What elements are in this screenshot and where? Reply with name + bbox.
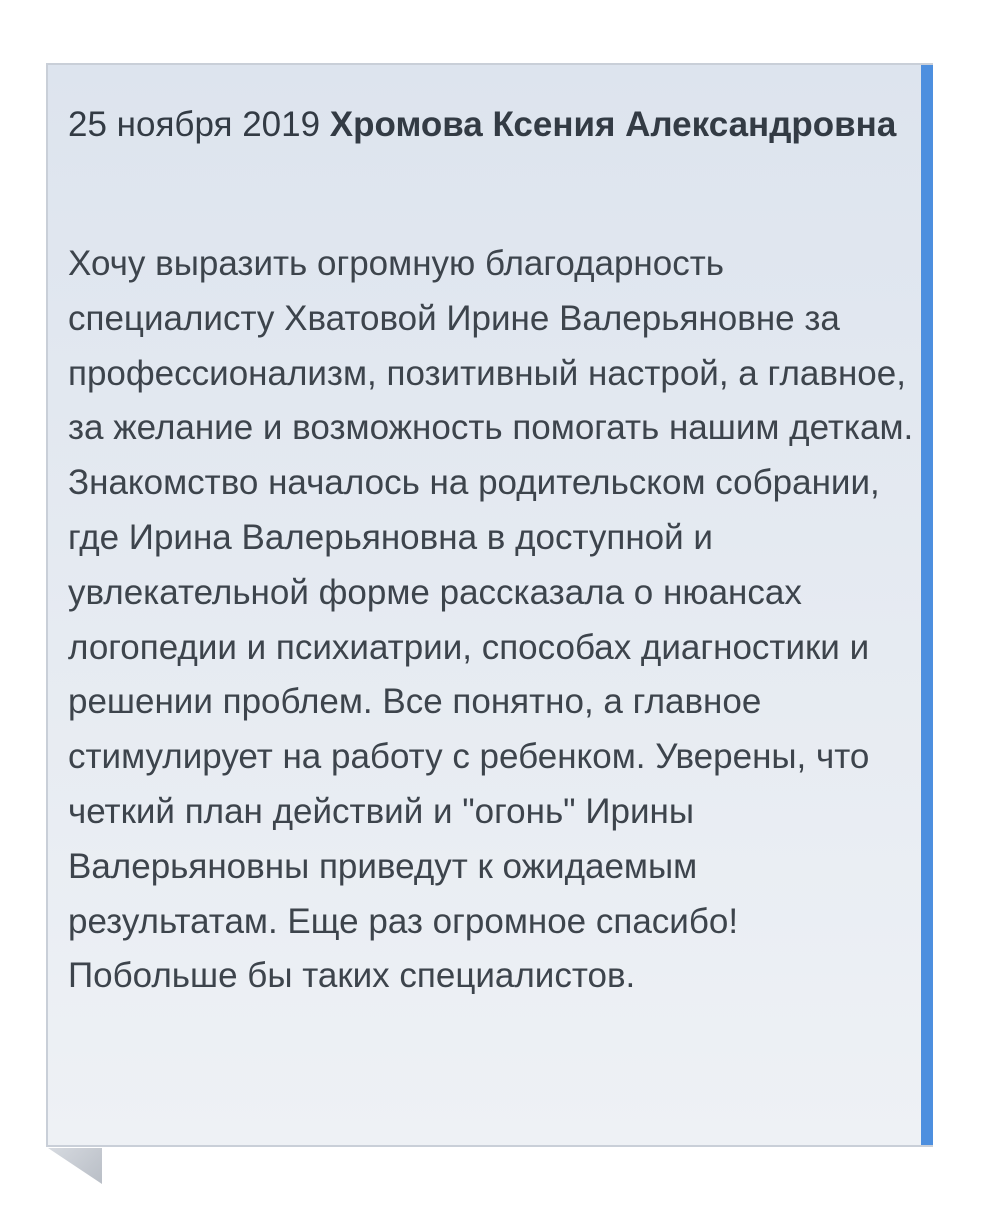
speech-bubble-tail [48, 1148, 102, 1184]
review-card [46, 63, 933, 1147]
review-header [68, 97, 908, 152]
accent-bar [921, 65, 933, 1145]
review-text: Хочу выразить огромную благодарность специалисту Хватовой Ирине Валерьяновне за профессионализм, позитивный настрой, а главное, за желание и возможность помогать нашим деткам. Знакомство началось на родительском собрании, где Ирина Валерьяновна в доступной и увлекательной форме рассказала о нюансах логопедии и психиатрии, способах диагностики и решении проблем. Все понятно, а главное стимулирует на работу с ребенком. Уверены, что четкий план действий и "огонь" Ирины Валерьяновны приведут к ожидаемым результатам. Еще раз огромное спасибо! Побольше бы таких специалистов. [68, 244, 914, 996]
review-author: Хромова Ксения Александровна [329, 105, 897, 144]
review-date: 25 ноября 2019 [68, 105, 321, 144]
